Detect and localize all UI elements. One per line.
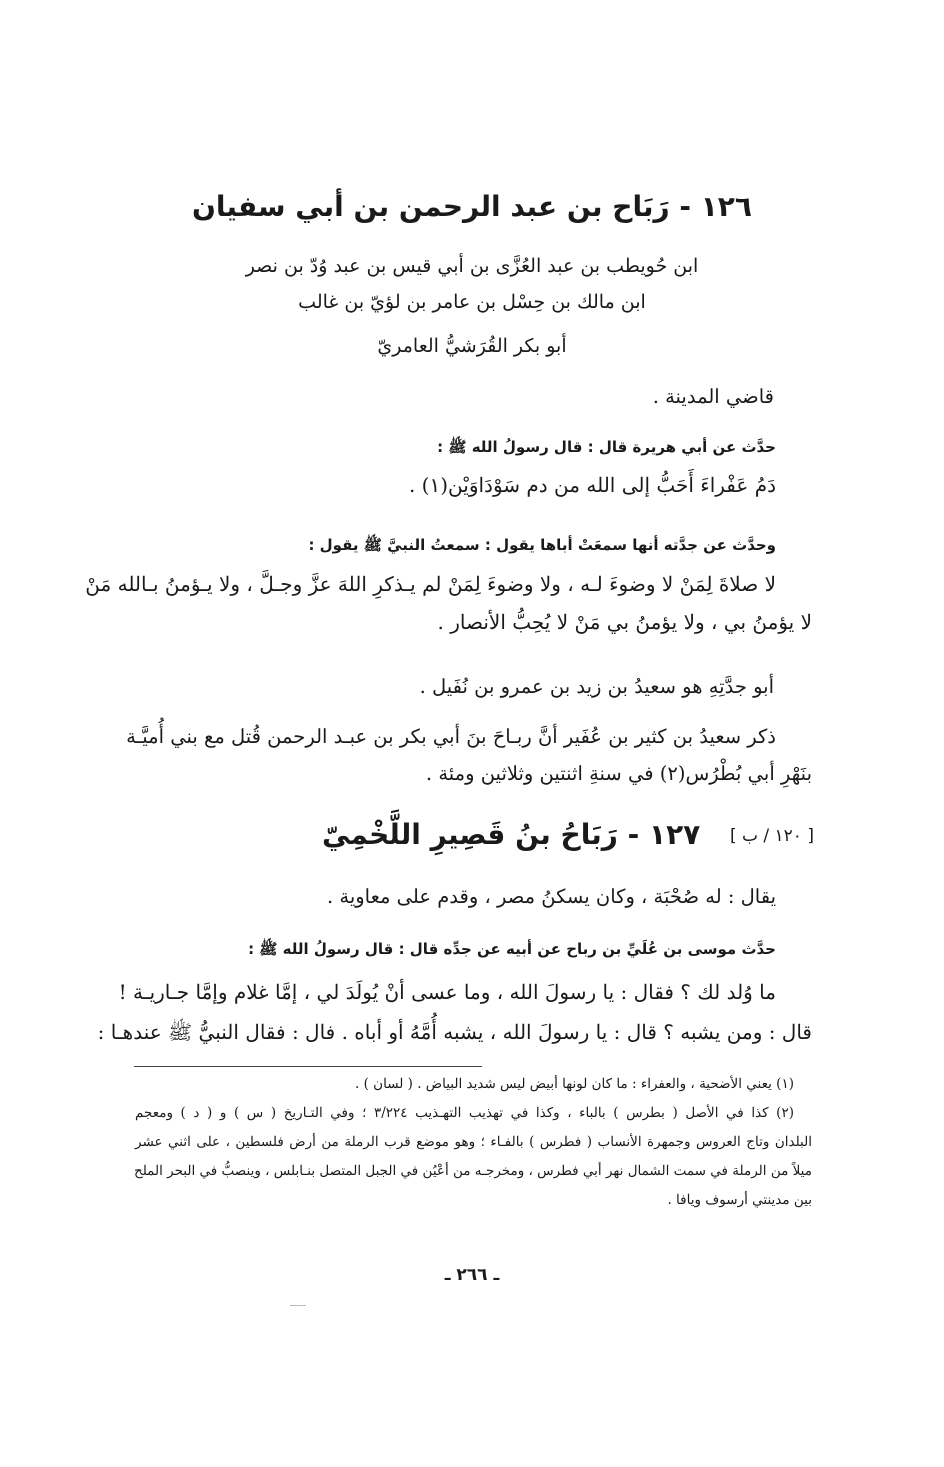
entry-127-intro: يقال : له صُحْبَة ، وكان يسكنُ مصر ، وقدم على معاوية . (326, 885, 776, 908)
hadith-1-matn: دَمُ عَفْراءَ أَحَبُّ إلى الله من دم سَوْدَاوَيْن(١) . (408, 473, 776, 497)
footnote-2-line-1: (٢) كذا في الأصل ( بطرس ) بالباء ، وكذا في تهذيب التهـذيب ٣/٢٢٤ ؛ وفي التـاريخ ( س ) و ( د ) ومعجم (135, 1105, 794, 1121)
hadith-2-matn-line-1: لا صلاةَ لِمَنْ لا وضوءَ لـه ، ولا وضوءَ لِمَنْ لم يـذكرِ اللهَ عزَّ وجـلَّ ، ولا يـؤمنُ بـالله مَنْ (85, 572, 776, 596)
lineage-line-1: ابن حُويطب بن عبد العُزَّى بن أبي قيس بن عبد وُدّ بن نصر (245, 255, 699, 277)
footnote-2-line-2: البلدان وتاج العروس وجمهرة الأنساب ( فطرس ) بالفـاء ؛ وهو موضع قرب الرملة من أرض فلسطين ، على اثني عشر (135, 1134, 812, 1150)
lineage-line-2: ابن مالك بن حِسْل بن عامر بن لؤيّ بن غالب (298, 291, 646, 313)
scan-speck (290, 1305, 306, 1306)
footnote-2-line-4: بين مدينتي أرسوف ويافا . (667, 1192, 812, 1208)
entry-127-title: ١٢٧ - رَبَاحُ بنُ قَصِيرِ اللَّخْمِيّ (322, 818, 701, 851)
hadith-1-isnad: حدَّث عن أبي هريرة قال : قال رسولُ الله ﷺ : (437, 438, 776, 456)
footnote-2-line-3: ميلاً من الرملة في سمت الشمال نهر أبي فطرس ، ومخرجـه من أعْيُن في الجبل المتصل بنـابلس ، وينصبُّ في البحر الملح (134, 1163, 812, 1179)
death-report-line-1: ذكر سعيدُ بن كثير بن عُفَير أنَّ ربـاحَ بنَ أبي بكر بن عبـد الرحمن قُتل مع بني أُميَّـة (126, 725, 776, 748)
entry-127-matn-line-1: ما وُلد لك ؟ فقال : يا رسولَ الله ، وما عسى أنْ يُولَدَ لي ، إمَّا غلام وإمَّا جـاريـة ! (118, 980, 776, 1004)
entry-126-title: ١٢٦ - رَبَاح بن عبد الرحمن بن أبي سفيان (191, 190, 752, 223)
page-number: ـ ٢٦٦ ـ (444, 1265, 500, 1285)
entry-127-header (322, 818, 814, 858)
role-text: قاضي المدينة . (652, 385, 774, 408)
footnote-1: (١) يعني الأضحية ، والعفراء : ما كان لونها أبيض ليس شديد البياض . ( لسان ) . (355, 1076, 794, 1092)
death-report-line-2: بنَهْرِ أبي بُطْرُس(٢) في سنةِ اثنتين وثلاثين ومئة . (425, 762, 812, 785)
grandfather-note: أبو جدَّتِهِ هو سعيدُ بن زيد بن عمرو بن نُفَيل . (419, 675, 774, 698)
footnote-separator (134, 1066, 482, 1067)
lineage-line-3: أبو بكر القُرَشيُّ العامريّ (377, 335, 567, 357)
entry-127-matn-line-2: قال : ومن يشبه ؟ قال : يا رسولَ الله ، يشبه أُمَّهُ أو أباه . فال : فقال النبيُّ ﷺ عندهـا : (97, 1020, 812, 1044)
hadith-2-isnad: وحدَّث عن جدَّته أنها سمعَتْ أباها يقول : سمعتُ النبيَّ ﷺ يقول : (308, 536, 776, 554)
manuscript-folio-ref: [ ١٢٠ / ب ] (729, 826, 814, 846)
entry-127-isnad: حدَّث موسى بن عُلَيِّ بن رباح عن أبيه عن جدِّه قال : قال رسولُ الله ﷺ : (248, 940, 776, 958)
hadith-2-matn-line-2: لا يؤمنُ بي ، ولا يؤمنُ بي مَنْ لا يُحِبُّ الأنصار . (437, 610, 812, 634)
